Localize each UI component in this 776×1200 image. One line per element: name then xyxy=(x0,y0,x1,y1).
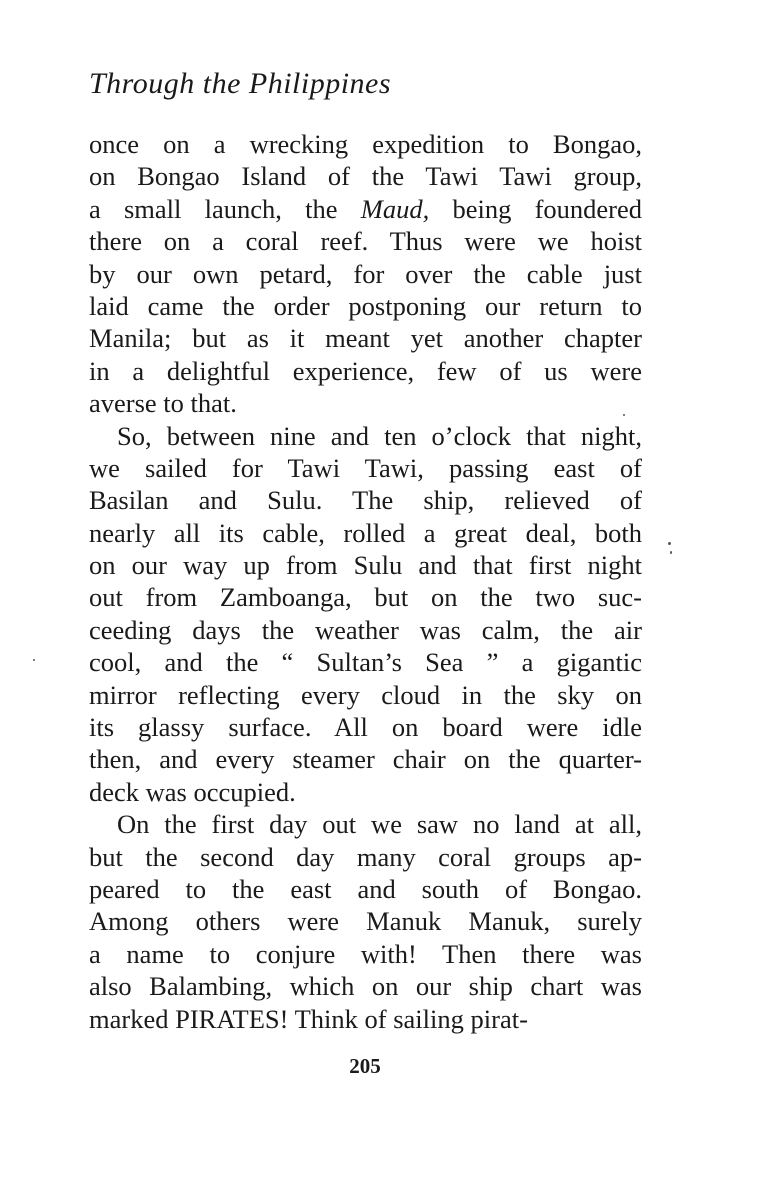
text-line: Manila; but as it meant yet another chapter xyxy=(89,323,642,354)
text-line: a small launch, the Maud, being foundered xyxy=(89,193,642,224)
scan-speck xyxy=(668,542,671,545)
text-line: a name to conjure with! Then there was xyxy=(89,938,642,969)
text-line: also Balambing, which on our ship chart was xyxy=(89,971,642,1002)
text-line: marked PIRATES! Think of sailing pirat- xyxy=(89,1003,528,1034)
text-line: nearly all its cable, rolled a great deal, both xyxy=(89,517,642,548)
paragraph xyxy=(89,128,642,420)
text-line: Basilan and Sulu. The ship, relieved of xyxy=(89,485,642,516)
page-number: 205 xyxy=(349,1054,381,1078)
text-line: averse to that. xyxy=(89,388,237,419)
text-line: then, and every steamer chair on the quarter- xyxy=(89,744,642,775)
paragraph xyxy=(89,808,642,1035)
body-text xyxy=(89,128,642,1035)
text-line: laid came the order postponing our return to xyxy=(89,290,642,321)
scan-speck xyxy=(623,414,625,416)
text-line: once on a wrecking expedition to Bongao, xyxy=(89,129,642,159)
text-line: we sailed for Tawi Tawi, passing east of xyxy=(89,452,642,483)
scan-speck xyxy=(33,659,35,661)
ship-name: Maud, xyxy=(360,193,430,224)
text-line: in a delightful experience, few of us were xyxy=(89,355,642,386)
text-line: its glassy surface. All on board were idle xyxy=(89,712,642,743)
text-line: but the second day many coral groups ap- xyxy=(89,841,642,872)
text-line: So, between nine and ten o’clock that night, xyxy=(117,420,642,451)
text-line: there on a coral reef. Thus were we hoist xyxy=(89,226,642,257)
scan-speck xyxy=(670,551,672,554)
running-head: Through the Philippines xyxy=(89,67,392,100)
text-line: mirror reflecting every cloud in the sky on xyxy=(89,679,642,710)
paragraph xyxy=(89,420,642,809)
text-line: out from Zamboanga, but on the two suc- xyxy=(89,582,642,613)
text-line: peared to the east and south of Bongao. xyxy=(89,873,642,904)
text-line: on our way up from Sulu and that first night xyxy=(89,550,642,581)
text-line: deck was occupied. xyxy=(89,776,296,807)
text-line: on Bongao Island of the Tawi Tawi group, xyxy=(89,161,642,192)
text-line: On the first day out we saw no land at all, xyxy=(117,809,642,840)
text-line: by our own petard, for over the cable just xyxy=(89,258,642,289)
text-line: ceeding days the weather was calm, the air xyxy=(89,614,642,645)
text-line: cool, and the “ Sultan’s Sea ” a gigantic xyxy=(89,647,642,678)
text-line: Among others were Manuk Manuk, surely xyxy=(89,906,642,937)
